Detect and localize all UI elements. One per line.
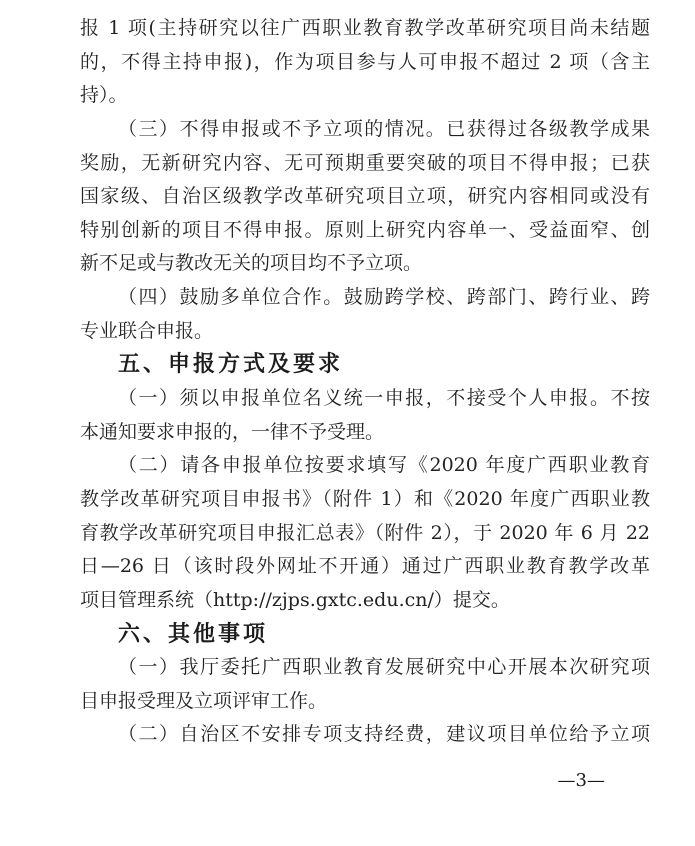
text-line: （三）不得申报或不予立项的情况。已获得过各级教学成果 <box>118 117 650 140</box>
section-heading: 六、其他事项 <box>118 621 269 647</box>
text-line: （一）须以申报单位名义统一申报，不接受个人申报。不按 <box>118 387 650 410</box>
text-line: （二）自治区不安排专项支持经费，建议项目单位给予立项 <box>118 723 650 746</box>
text-line: 项目管理系统（http://zjps.gxtc.edu.cn/）提交。 <box>80 588 510 611</box>
text-line: （一）我厅委托广西职业教育发展研究中心开展本次研究项 <box>118 656 650 679</box>
text-line: 本通知要求申报的，一律不予受理。 <box>80 420 385 443</box>
text-line: 特别创新的项目不得申报。原则上研究内容单一、受益面窄、创 <box>80 218 650 241</box>
text-block <box>80 12 650 752</box>
text-line: 报 1 项(主持研究以往广西职业教育教学改革研究项目尚未结题 <box>80 17 650 39</box>
text-line: 专业联合申报。 <box>80 319 214 342</box>
text-line: 教学改革研究项目申报书》（附件 1）和《2020 年度广西职业教 <box>80 487 650 510</box>
section-heading: 五、申报方式及要求 <box>118 352 344 378</box>
text-line: （四）鼓励多单位合作。鼓励跨学校、跨部门、跨行业、跨 <box>118 286 650 309</box>
text-line: 育教学改革研究项目申报汇总表》（附件 2），于 2020 年 6 月 22 <box>80 521 650 544</box>
text-line: 的，不得主持申报)，作为项目参与人可申报不超过 2 项（含主 <box>80 50 650 73</box>
text-line: 国家级、自治区级教学改革研究项目立项，研究内容相同或没有 <box>80 185 650 208</box>
text-line: 新不足或与教改无关的项目均不予立项。 <box>80 252 423 275</box>
page-number: —3— <box>557 770 605 791</box>
text-line: （二）请各申报单位按要求填写《2020 年度广西职业教育 <box>118 454 650 477</box>
text-line: 目申报受理及立项评审工作。 <box>80 689 328 712</box>
text-line: 持）。 <box>80 84 128 107</box>
text-line: 日—26 日（该时段外网址不开通）通过广西职业教育教学改革 <box>80 555 650 578</box>
text-line: 奖励，无新研究内容、无可预期重要突破的项目不得申报；已获 <box>80 151 650 174</box>
